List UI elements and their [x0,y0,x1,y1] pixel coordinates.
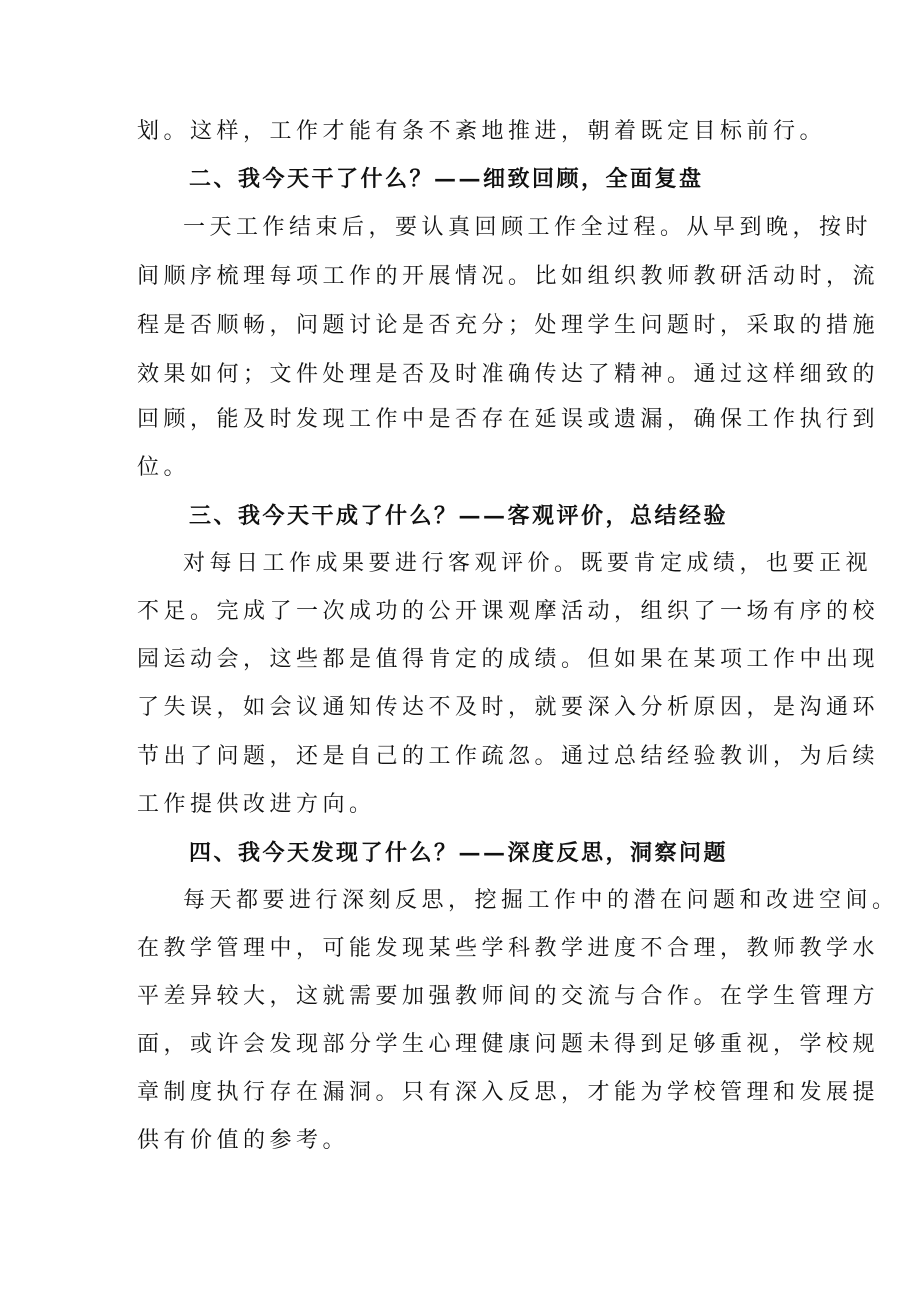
paragraph-line: 不足。完成了一次成功的公开课观摩活动，组织了一场有序的校 [137,599,880,624]
paragraph-line: 位。 [137,455,191,480]
paragraph-line: 划。这样，工作才能有条不紊地推进，朝着既定目标前行。 [137,119,827,144]
paragraph-line: 一天工作结束后，要认真回顾工作全过程。从早到晚，按时 [183,215,873,240]
paragraph-line: 每天都要进行深刻反思，挖掘工作中的潜在问题和改进空间。 [183,888,899,913]
paragraph-line: 平差异较大，这就需要加强教师间的交流与合作。在学生管理方 [137,984,880,1009]
paragraph-line: 程是否顺畅，问题讨论是否充分；处理学生问题时，采取的措施 [137,313,880,338]
paragraph-line: 供有价值的参考。 [137,1128,350,1153]
paragraph-line: 了失误，如会议通知传达不及时，就要深入分析原因，是沟通环 [137,695,880,720]
paragraph-line: 在教学管理中，可能发现某些学科教学进度不合理，教师教学水 [137,936,880,961]
paragraph-line: 对每日工作成果要进行客观评价。既要肯定成绩，也要正视 [183,551,873,576]
paragraph-line: 园运动会，这些都是值得肯定的成绩。但如果在某项工作中出现 [137,647,880,672]
paragraph-line: 回顾，能及时发现工作中是否存在延误或遗漏，确保工作执行到 [137,407,880,432]
paragraph-line: 面，或许会发现部分学生心理健康问题未得到足够重视，学校规 [137,1032,880,1057]
paragraph-line: 效果如何；文件处理是否及时准确传达了精神。通过这样细致的 [137,362,880,387]
paragraph-line: 间顺序梳理每项工作的开展情况。比如组织教师教研活动时，流 [137,264,880,289]
section-heading-2: 二、我今天干了什么？——细致回顾，全面复盘 [189,166,704,192]
paragraph-line: 章制度执行存在漏洞。只有深入反思，才能为学校管理和发展提 [137,1080,880,1105]
section-heading-3: 三、我今天干成了什么？——客观评价，总结经验 [189,503,729,529]
section-heading-4: 四、我今天发现了什么？——深度反思，洞察问题 [189,840,729,866]
paragraph-line: 节出了问题，还是自己的工作疏忽。通过总结经验教训，为后续 [137,744,880,769]
paragraph-line: 工作提供改进方向。 [137,792,376,817]
